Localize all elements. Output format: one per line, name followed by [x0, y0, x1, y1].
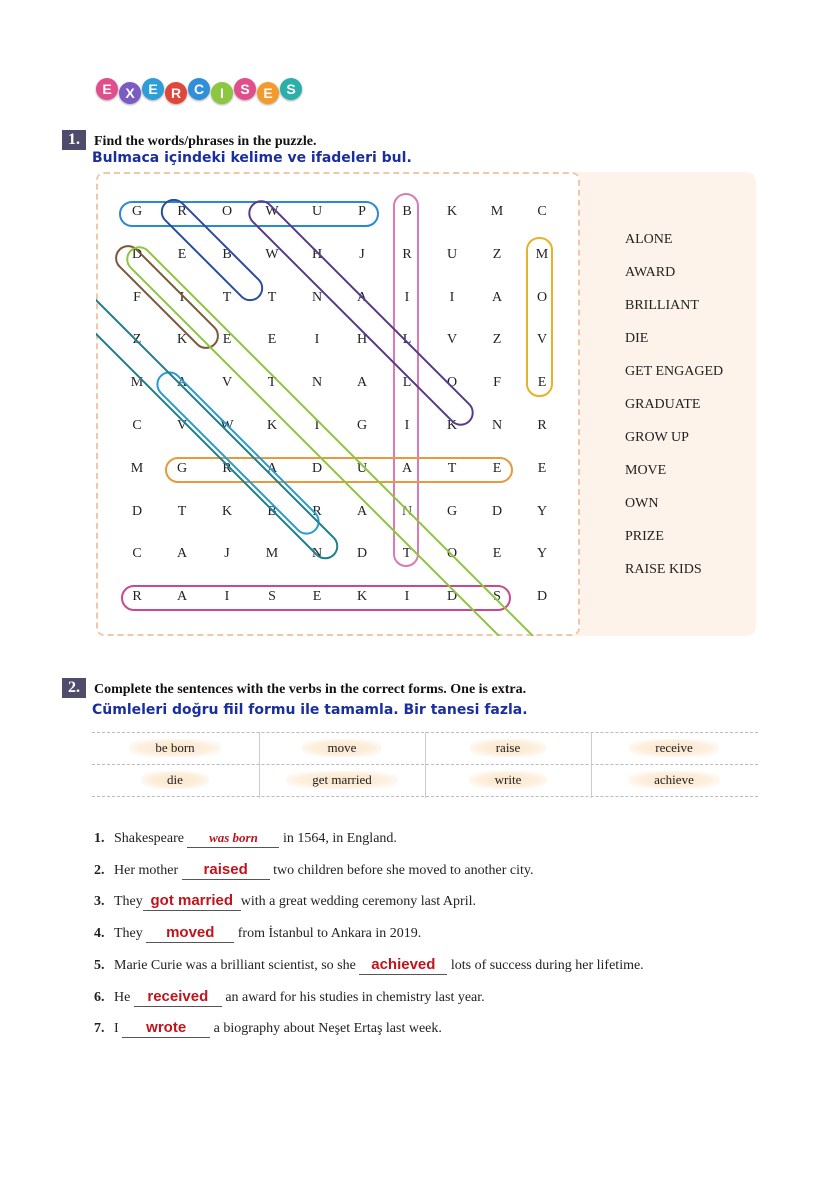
puzzle-letter[interactable]: D	[446, 589, 458, 604]
puzzle-letter[interactable]: C	[132, 546, 142, 561]
puzzle-letter[interactable]: R	[177, 204, 187, 219]
puzzle-letter[interactable]: C	[132, 418, 142, 433]
puzzle-letter[interactable]: D	[356, 546, 368, 561]
puzzle-letter[interactable]: A	[356, 290, 368, 305]
puzzle-letter[interactable]: E	[492, 461, 502, 476]
puzzle-letter[interactable]: I	[404, 418, 410, 433]
answer-blank[interactable]: raised	[182, 861, 270, 880]
puzzle-letter[interactable]: D	[311, 461, 323, 476]
puzzle-letter[interactable]: D	[131, 247, 143, 262]
puzzle-letter[interactable]: A	[266, 461, 278, 476]
word-list	[625, 232, 723, 595]
word-list-item: DIE	[625, 331, 649, 346]
puzzle-letter[interactable]: R	[312, 504, 322, 519]
answer-blank[interactable]: wrote	[122, 1019, 210, 1038]
word-list-item: GET ENGAGED	[625, 364, 724, 379]
puzzle-letter[interactable]: W	[220, 418, 234, 433]
verb-option: move	[302, 739, 383, 757]
puzzle-letter[interactable]: V	[176, 418, 188, 433]
puzzle-letter[interactable]: L	[402, 332, 412, 347]
puzzle-letter[interactable]: A	[401, 461, 413, 476]
puzzle-letter[interactable]: D	[536, 589, 548, 604]
puzzle-letter[interactable]: A	[356, 504, 368, 519]
puzzle-letter[interactable]: I	[179, 290, 185, 305]
exercise-2-instruction: Complete the sentences with the verbs in the correct forms. One is extra.	[94, 682, 527, 697]
exercises-badge-letter: X	[119, 82, 141, 104]
highlight-get-engaged	[96, 241, 342, 563]
answer-blank[interactable]: got married	[143, 892, 241, 911]
puzzle-letter[interactable]: I	[404, 290, 410, 305]
puzzle-letter[interactable]: N	[491, 418, 503, 433]
puzzle-letter[interactable]: K	[221, 504, 233, 519]
puzzle-letter[interactable]: J	[359, 247, 365, 262]
puzzle-letter[interactable]: A	[491, 290, 503, 305]
word-list-item: BRILLIANT	[625, 298, 699, 313]
puzzle-letter[interactable]: V	[446, 332, 458, 347]
highlight-prize	[244, 196, 477, 429]
puzzle-letter[interactable]: K	[356, 589, 368, 604]
puzzle-letter[interactable]: O	[446, 546, 458, 561]
highlight-graduate	[166, 458, 512, 482]
exercises-badge-letter: S	[280, 78, 302, 100]
puzzle-letter[interactable]: R	[402, 247, 412, 262]
puzzle-letter[interactable]: K	[446, 204, 458, 219]
puzzle-letter[interactable]: I	[449, 290, 455, 305]
puzzle-letter[interactable]: K	[176, 332, 188, 347]
puzzle-letter[interactable]: B	[402, 204, 412, 219]
puzzle-letter[interactable]: A	[176, 589, 188, 604]
exercises-badge-letter: S	[234, 78, 256, 100]
puzzle-letter[interactable]: W	[265, 247, 279, 262]
puzzle-letter[interactable]: H	[311, 247, 323, 262]
puzzle-letter[interactable]: O	[221, 204, 233, 219]
highlight-alone-award	[152, 367, 323, 538]
exercises-badge-letter: R	[165, 82, 187, 104]
puzzle-letter[interactable]: M	[130, 461, 144, 476]
puzzle-letter[interactable]: T	[222, 290, 232, 305]
puzzle-letter[interactable]: E	[267, 332, 277, 347]
puzzle-letter[interactable]: E	[492, 546, 502, 561]
puzzle-letter[interactable]: E	[537, 461, 547, 476]
puzzle-letter[interactable]: U	[446, 247, 458, 262]
answer-blank[interactable]: received	[134, 988, 222, 1007]
exercise-1-instruction: Find the words/phrases in the puzzle.	[94, 134, 317, 149]
word-list-item: GROW UP	[625, 430, 689, 445]
puzzle-letter[interactable]: T	[177, 504, 187, 519]
puzzle-letter[interactable]: Y	[536, 504, 548, 519]
sentence-4: 4. They moved from İstanbul to Ankara in 2019.	[94, 924, 422, 941]
puzzle-letter[interactable]: F	[493, 375, 501, 390]
puzzle-letter[interactable]: N	[311, 375, 323, 390]
puzzle-letter[interactable]: R	[537, 418, 547, 433]
puzzle-letter[interactable]: I	[404, 589, 410, 604]
puzzle-letter[interactable]: F	[133, 290, 141, 305]
exercise-2-translation: Cümleleri doğru fiil formu ile tamamla. Bir tanesi fazla.	[92, 702, 528, 718]
puzzle-letter[interactable]: M	[490, 204, 504, 219]
puzzle-letter[interactable]: S	[493, 589, 501, 604]
puzzle-letter[interactable]: A	[176, 546, 188, 561]
answer-blank[interactable]: was born	[187, 830, 279, 848]
puzzle-letter[interactable]: G	[131, 204, 143, 219]
puzzle-letter[interactable]: I	[314, 332, 320, 347]
word-list-item: RAISE KIDS	[625, 562, 702, 577]
puzzle-letter[interactable]: A	[356, 375, 368, 390]
puzzle-letter[interactable]: J	[224, 546, 230, 561]
puzzle-letter[interactable]: I	[224, 589, 230, 604]
puzzle-letter[interactable]: T	[267, 290, 277, 305]
word-list-item: OWN	[625, 496, 659, 511]
puzzle-letter[interactable]: L	[402, 375, 412, 390]
exercises-badge-letter: E	[142, 78, 164, 100]
puzzle-letter[interactable]: T	[402, 546, 412, 561]
verb-option: write	[469, 771, 548, 789]
puzzle-letter[interactable]: M	[130, 375, 144, 390]
puzzle-letter[interactable]: P	[358, 204, 366, 219]
puzzle-letter[interactable]: Z	[492, 332, 502, 347]
answer-blank[interactable]: moved	[146, 924, 234, 943]
verb-option: receive	[629, 739, 719, 757]
puzzle-letter[interactable]: E	[222, 332, 232, 347]
puzzle-letter[interactable]: W	[265, 204, 279, 219]
sentence-2: 2. Her mother raised two children before she moved to another city.	[94, 861, 534, 878]
sentence-1: 1. Shakespeare was born in 1564, in England.	[94, 830, 397, 846]
puzzle-letter[interactable]: G	[446, 504, 458, 519]
puzzle-letter[interactable]: I	[314, 418, 320, 433]
exercises-badge-letter: I	[211, 82, 233, 104]
puzzle-letter[interactable]: S	[268, 589, 276, 604]
puzzle-letter[interactable]: V	[221, 375, 233, 390]
exercises-badge-letter: C	[188, 78, 210, 100]
puzzle-letter[interactable]: E	[312, 589, 322, 604]
puzzle-letter[interactable]: B	[267, 504, 277, 519]
puzzle-letter[interactable]: B	[222, 247, 232, 262]
puzzle-letter[interactable]: A	[176, 375, 188, 390]
puzzle-letter[interactable]: E	[537, 375, 547, 390]
puzzle-letter[interactable]: N	[311, 546, 323, 561]
puzzle-letter[interactable]: K	[266, 418, 278, 433]
exercise-1-translation: Bulmaca içindeki kelime ve ifadeleri bul.	[92, 150, 412, 166]
highlight-own	[157, 195, 267, 305]
puzzle-letter[interactable]: R	[132, 589, 142, 604]
puzzle-letter[interactable]: D	[491, 504, 503, 519]
puzzle-letter[interactable]: M	[265, 546, 279, 561]
highlight-move	[527, 238, 552, 396]
puzzle-letter[interactable]: O	[536, 290, 548, 305]
exercise-1-number: 1.	[62, 130, 86, 150]
puzzle-letter[interactable]: Z	[492, 247, 502, 262]
puzzle-letter[interactable]: O	[446, 375, 458, 390]
verb-option: get married	[286, 771, 398, 789]
sentence-5: 5. Marie Curie was a brilliant scientist, so she achieved lots of success during her lifetime.	[94, 956, 644, 973]
verb-option: achieve	[628, 771, 720, 789]
word-list-item: PRIZE	[625, 529, 664, 544]
puzzle-letter[interactable]: U	[311, 204, 323, 219]
exercise-2-number: 2.	[62, 678, 86, 698]
exercises-badge-letter: E	[96, 78, 118, 100]
puzzle-letter[interactable]: Y	[536, 546, 548, 561]
sentence-6: 6. He received an award for his studies in chemistry last year.	[94, 988, 485, 1005]
answer-blank[interactable]: achieved	[359, 956, 447, 975]
puzzle-highlights	[96, 172, 580, 636]
puzzle-letter[interactable]: T	[267, 375, 277, 390]
puzzle-letter[interactable]: R	[222, 461, 232, 476]
verb-box	[92, 732, 758, 798]
puzzle-letter[interactable]: U	[356, 461, 368, 476]
puzzle-letter[interactable]: G	[176, 461, 188, 476]
word-list-item: AWARD	[625, 265, 676, 280]
puzzle-letter[interactable]: K	[446, 418, 458, 433]
puzzle-letter[interactable]: D	[131, 504, 143, 519]
puzzle-letter[interactable]: N	[311, 290, 323, 305]
puzzle-letter[interactable]: Z	[132, 332, 142, 347]
exercises-header	[92, 74, 312, 110]
puzzle-letter[interactable]: E	[177, 247, 187, 262]
sentence-3: 3. They got married with a great wedding ceremony last April.	[94, 892, 476, 909]
puzzle-letter[interactable]: H	[356, 332, 368, 347]
verb-option: raise	[470, 739, 547, 757]
puzzle-letter[interactable]: C	[537, 204, 547, 219]
verb-option: die	[141, 771, 209, 789]
puzzle-letter[interactable]: T	[447, 461, 457, 476]
word-list-item: ALONE	[625, 232, 673, 247]
sentence-7: 7. I wrote a biography about Neşet Ertaş last week.	[94, 1019, 442, 1036]
word-list-item: MOVE	[625, 463, 667, 478]
puzzle-letter[interactable]: N	[401, 504, 413, 519]
puzzle-letter[interactable]: V	[536, 332, 548, 347]
puzzle-letter[interactable]: G	[356, 418, 368, 433]
puzzle-letter[interactable]: M	[535, 247, 549, 262]
word-list-item: GRADUATE	[625, 397, 701, 412]
exercises-badge-letter: E	[257, 82, 279, 104]
verb-option: be born	[129, 739, 220, 757]
